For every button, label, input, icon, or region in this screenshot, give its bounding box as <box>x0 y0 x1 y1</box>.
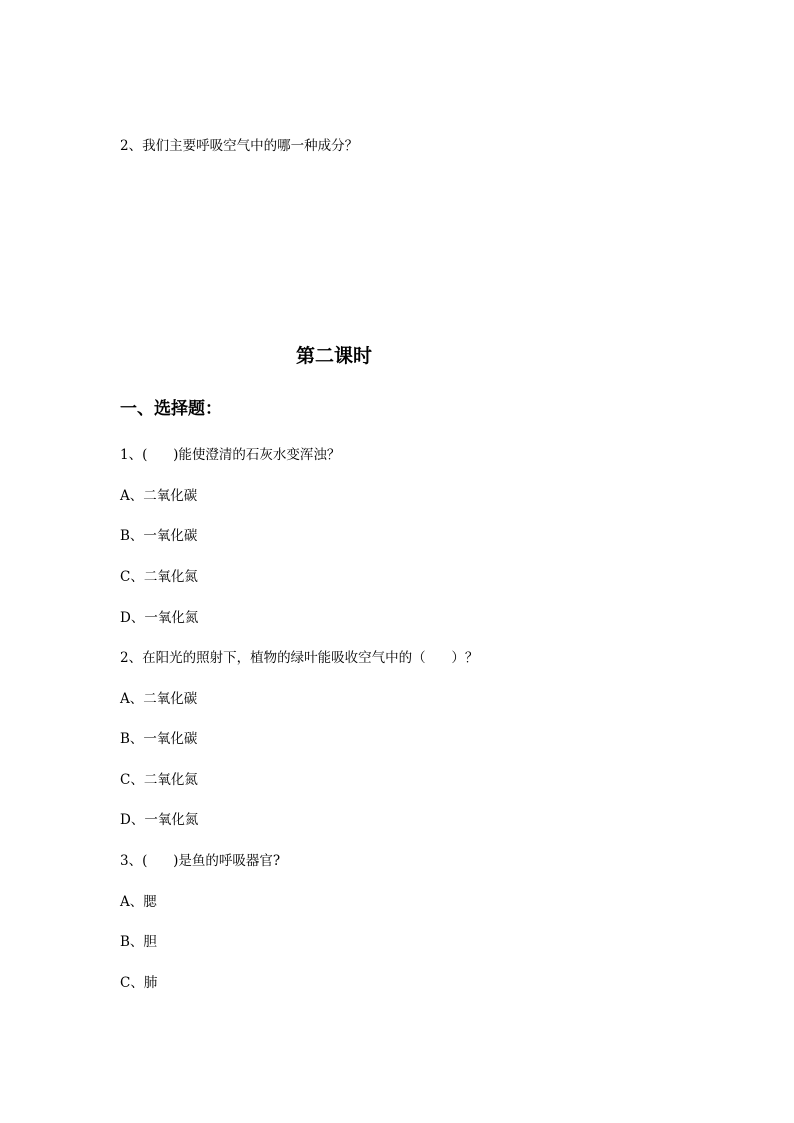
q2-option-b: B、一氧化碳 <box>120 731 198 747</box>
q3-option-a: A、腮 <box>120 894 157 910</box>
q1-option-a: A、二氧化碳 <box>120 488 198 504</box>
section-heading-choice: 一、选择题： <box>120 399 222 419</box>
question-1: 1、( )能使澄清的石灰水变浑浊？ <box>120 447 341 463</box>
q3-option-b: B、胆 <box>120 934 157 950</box>
q2-option-a: A、二氧化碳 <box>120 691 198 707</box>
q1-option-d: D、一氧化氮 <box>120 610 199 626</box>
q1-option-c: C、二氧化氮 <box>120 569 198 585</box>
question-2: 2、在阳光的照射下，植物的绿叶能吸收空气中的（ ）？ <box>120 650 479 666</box>
lesson-title: 第二课时 <box>295 345 372 367</box>
q2-option-c: C、二氧化氮 <box>120 772 198 788</box>
question-3: 3、( )是鱼的呼吸器官? <box>120 853 281 869</box>
prev-question-2: 2、我们主要呼吸空气中的哪一种成分？ <box>120 138 359 154</box>
q1-option-b: B、一氧化碳 <box>120 528 198 544</box>
q2-option-d: D、一氧化氮 <box>120 812 199 828</box>
q3-option-c: C、肺 <box>120 975 158 991</box>
